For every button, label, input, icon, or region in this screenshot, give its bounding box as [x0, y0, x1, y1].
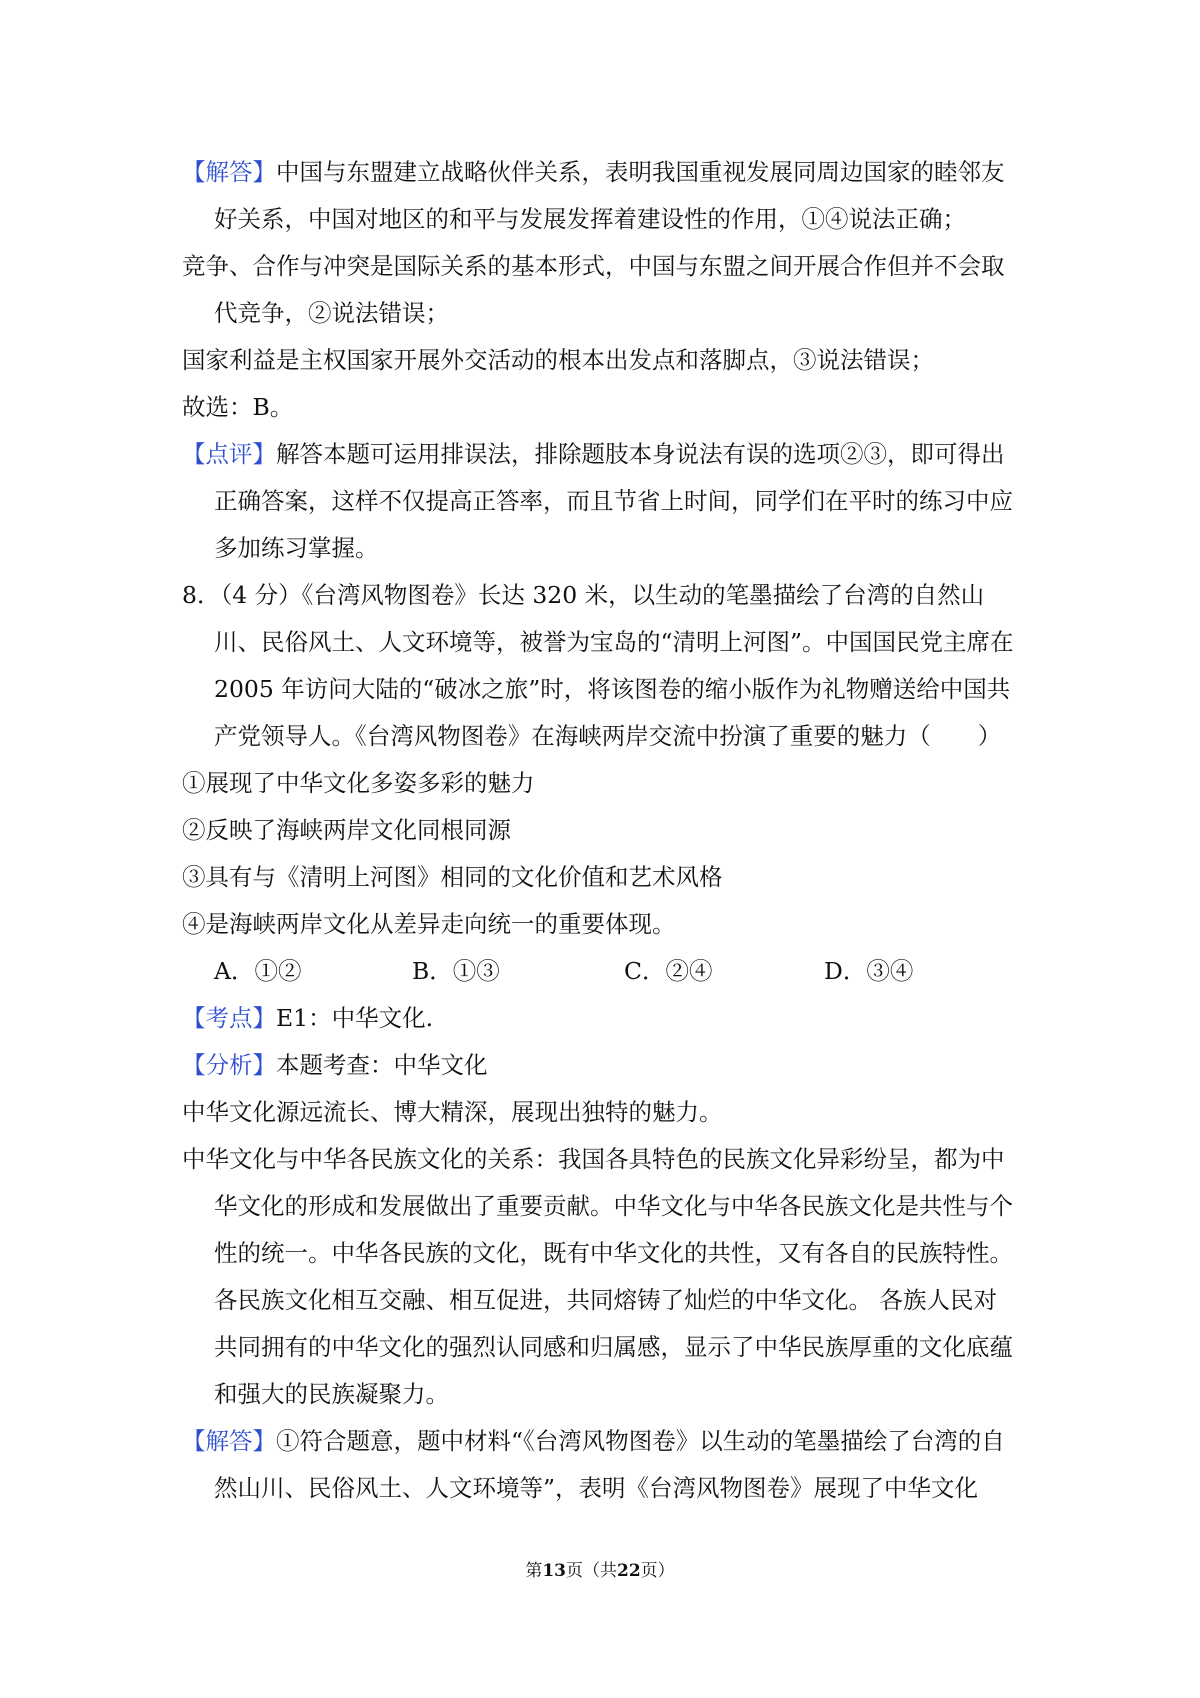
key-point-paragraph [182, 995, 1018, 1042]
footer-suffix: 页） [640, 1561, 675, 1581]
statement-1: ①展现了中华文化多姿多彩的魅力 [182, 769, 535, 797]
question-8-stem: 8．（4 分）《台湾风物图卷》长达 320 米，以生动的笔墨描绘了台湾的自然山川、民俗风土、人文环境等，被誉为宝岛的“清明上河图”。中国国民党主席在 2005 年访问大陆的“破冰之旅”时，将该图卷的缩小版作为礼物赠送给中国共产党领导人。《台湾风物图卷》在海峡两岸交流中扮演了重要的魅力（ ） [182, 581, 1022, 750]
analysis-line-3: 中华文化与中华各民族文化的关系：我国各具特色的民族文化异彩纷呈，都为中华文化的形成和发展做出了重要贡献。中华文化与中华各民族文化是共性与个性的统一。中华各民族的文化，既有中华文化的共性，又有各自的民族特性。各民族文化相互交融、相互促进，共同熔铸了灿烂的中华文化。 各族人民对共同拥有的中华文化的强烈认同感和归属感，显示了中华民族厚重的文化底蕴和强大的民族凝聚力。 [182, 1145, 1013, 1408]
page-content [182, 149, 1022, 1512]
option-d: D．③④ [824, 957, 914, 985]
answer-options [182, 948, 1018, 995]
footer-prefix: 第 [525, 1561, 543, 1581]
statement-2: ②反映了海峡两岸文化同根同源 [182, 816, 511, 844]
comment-text: 解答本题可运用排误法，排除题肢本身说法有误的选项②③，即可得出正确答案，这样不仅提高正答率，而且节省上时间，同学们在平时的练习中应多加练习掌握。 [214, 440, 1013, 562]
statement-3: ③具有与《清明上河图》相同的文化价值和艺术风格 [182, 863, 723, 891]
answer-tag: 【解答】 [182, 158, 276, 186]
page-footer [0, 1556, 1200, 1581]
comment-paragraph [182, 431, 1018, 572]
footer-page-number: 13 [542, 1561, 566, 1581]
comment-tag: 【点评】 [182, 440, 276, 468]
answer-paragraph [182, 149, 1018, 243]
answer-8-text: ①符合题意，题中材料“《台湾风物图卷》以生动的笔墨描绘了台湾的自然山川、民俗风土、人文环境等”，表明《台湾风物图卷》展现了中华文化 [214, 1427, 1005, 1502]
analysis-tag: 【分析】 [182, 1051, 276, 1079]
footer-middle: 页（共 [566, 1561, 617, 1581]
option-b: B．①③ [412, 957, 500, 985]
answer-8-tag: 【解答】 [182, 1427, 276, 1455]
analysis-text: 本题考查：中华文化 [276, 1051, 488, 1079]
statement-4: ④是海峡两岸文化从差异走向统一的重要体现。 [182, 910, 676, 938]
answer-8-paragraph [182, 1418, 1018, 1512]
key-point-tag: 【考点】 [182, 1004, 276, 1032]
answer-text: 中国与东盟建立战略伙伴关系，表明我国重视发展同周边国家的睦邻友好关系，中国对地区的和平与发展发挥着建设性的作用，①④说法正确； [214, 158, 1005, 233]
answer-line-3: 国家利益是主权国家开展外交活动的根本出发点和落脚点，③说法错误； [182, 346, 934, 374]
analysis-paragraph [182, 1042, 1018, 1089]
option-c: C．②④ [624, 957, 713, 985]
analysis-line-2: 中华文化源远流长、博大精深，展现出独特的魅力。 [182, 1098, 723, 1126]
footer-total-pages: 22 [617, 1561, 641, 1581]
key-point-text: E1：中华文化. [276, 1004, 434, 1032]
option-a: A．①② [214, 957, 302, 985]
answer-choice: 故选：B。 [182, 393, 294, 421]
answer-line-2: 竞争、合作与冲突是国际关系的基本形式，中国与东盟之间开展合作但并不会取代竞争，②说法错误； [182, 252, 1005, 327]
